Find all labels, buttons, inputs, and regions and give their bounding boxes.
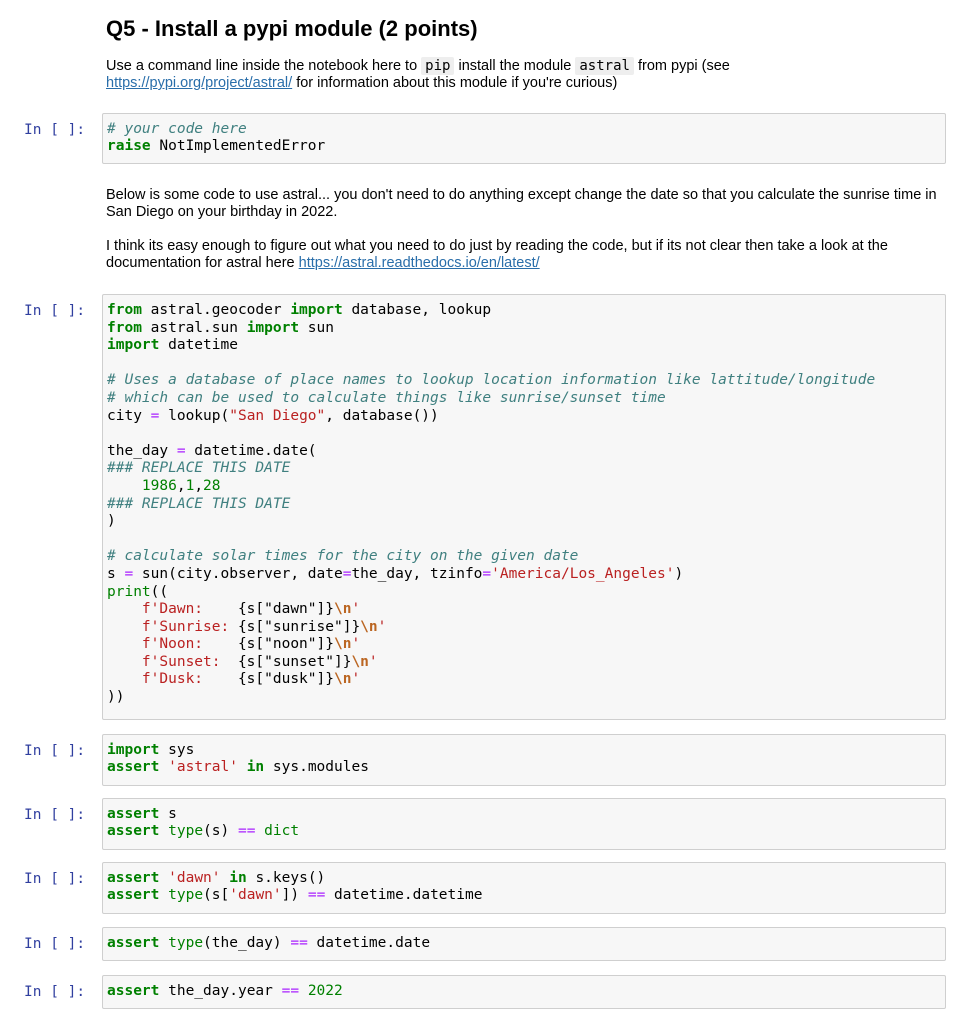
cell-prompt: In [ ]: xyxy=(24,122,86,138)
astral-docs-link[interactable]: https://astral.readthedocs.io/en/latest/ xyxy=(298,255,540,271)
question-heading: Q5 - Install a pypi module (2 points) xyxy=(106,16,478,41)
markdown-instructions xyxy=(106,58,946,92)
inline-code-astral: astral xyxy=(575,57,634,75)
text: Use a command line inside the notebook here to xyxy=(106,58,422,74)
code-input[interactable]: assert type(the_day) == datetime.date xyxy=(102,927,946,961)
code-input[interactable]: assert 'dawn' in s.keys() assert type(s['dawn']) == datetime.datetime xyxy=(102,862,946,914)
paragraph: Below is some code to use astral... you don't need to do anything except change the date so that you calculate the sunrise time in San Diego on your birthday in 2022. xyxy=(106,187,937,220)
cell-prompt: In [ ]: xyxy=(24,871,86,887)
code-cell-6[interactable] xyxy=(0,927,961,961)
code-input[interactable]: assert the_day.year == 2022 xyxy=(102,975,946,1009)
text: for information about this module if you're curious) xyxy=(292,75,618,91)
cell-prompt: In [ ]: xyxy=(24,936,86,952)
inline-code-pip: pip xyxy=(421,57,454,75)
paragraph: I think its easy enough to figure out what you need to do just by reading the code, but if its not clear then take a look at the documentation for astral here xyxy=(106,238,888,271)
code-cell-2[interactable] xyxy=(0,294,961,720)
cell-prompt: In [ ]: xyxy=(24,984,86,1000)
text: from pypi (see xyxy=(633,58,730,74)
cell-prompt: In [ ]: xyxy=(24,743,86,759)
code-input[interactable]: from astral.geocoder import database, lookup from astral.sun import sun import datetime # Uses a database of place names to lookup location information like lattitude/longitude # which can be used to calculate things like sunrise/sunset time city = lookup("San Diego", database()) the_day = datetime.date( ### REPLACE THIS DATE 1986,1,28 ### REPLACE THIS DATE ) # calculate solar times for the city on the given date s = sun(city.observer, date=the_day, tzinfo='America/Los_Angeles') print(( f'Dawn: {s["dawn"]}\n' f'Sunrise: {s["sunrise"]}\n' f'Noon: {s["noon"]}\n' f'Sunset: {s["sunset"]}\n' f'Dusk: {s["dusk"]}\n' )) xyxy=(102,294,946,720)
code-cell-3[interactable] xyxy=(0,734,961,786)
code-input[interactable]: import sys assert 'astral' in sys.modules xyxy=(102,734,946,786)
code-input[interactable]: # your code here raise NotImplementedError xyxy=(102,113,946,164)
code-input[interactable]: assert s assert type(s) == dict xyxy=(102,798,946,850)
cell-prompt: In [ ]: xyxy=(24,807,86,823)
code-cell-1[interactable] xyxy=(0,113,961,164)
markdown-description xyxy=(106,187,946,272)
cell-prompt: In [ ]: xyxy=(24,303,86,319)
pypi-link[interactable]: https://pypi.org/project/astral/ xyxy=(106,75,293,91)
text: install the module xyxy=(454,58,576,74)
code-cell-5[interactable] xyxy=(0,862,961,914)
code-cell-7[interactable] xyxy=(0,975,961,1009)
code-cell-4[interactable] xyxy=(0,798,961,850)
